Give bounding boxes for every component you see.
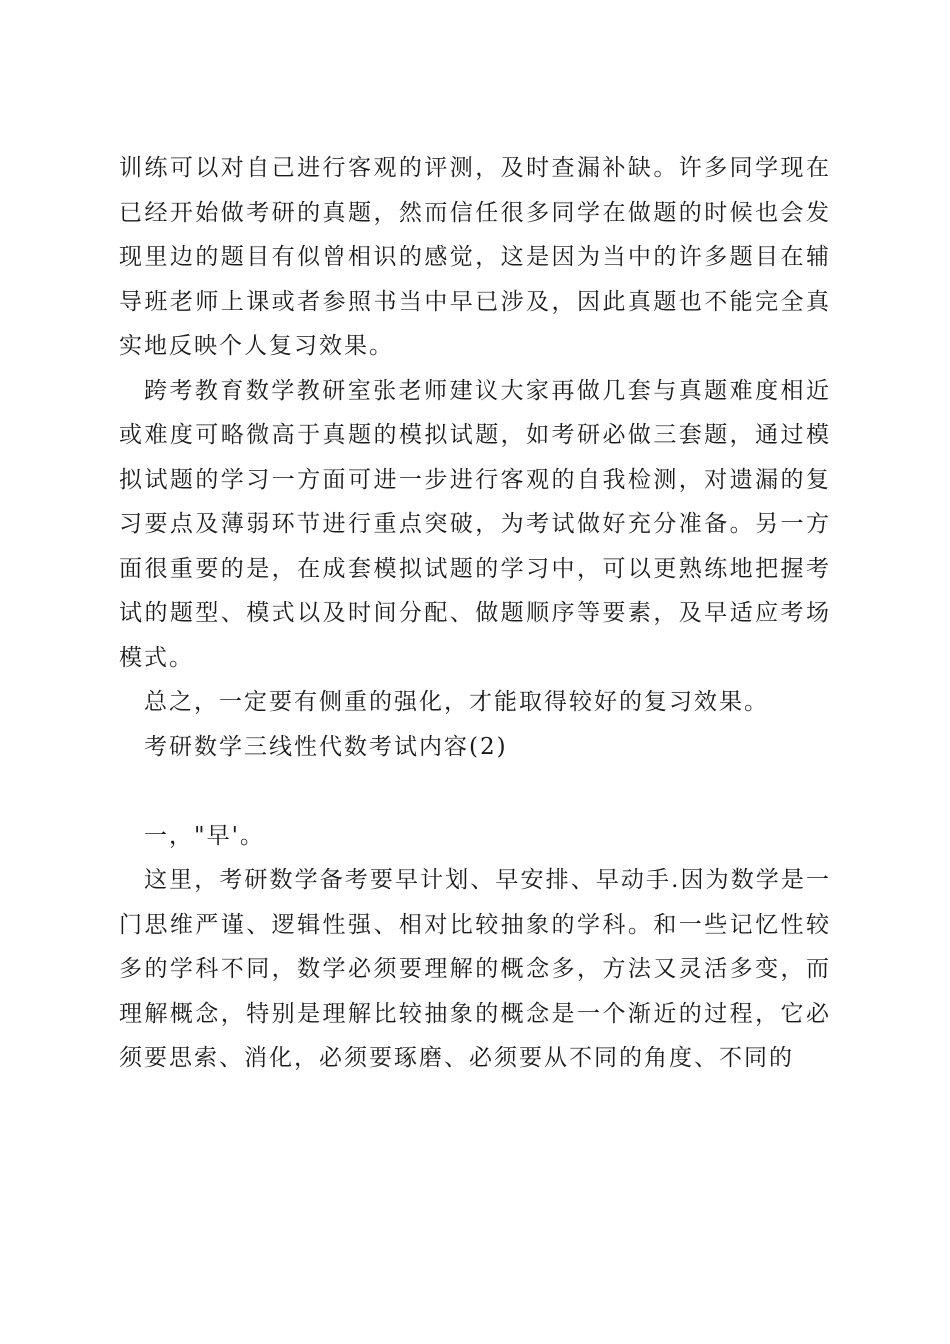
- blank-line: [119, 769, 831, 814]
- paragraph-4: 这里，考研数学备考要早计划、早安排、早动手.因为数学是一门思维严谨、逻辑性强、相对比较抽象的学科。和一些记忆性较多的学科不同，数学必须要理解的概念多，方法又灵活多变，而理解概念，特别是理解比较抽象的概念是一个渐近的过程，它必须要思索、消化，必须要琢磨、必须要从不同的角度、不同的: [119, 867, 831, 1071]
- subheading-early: 一，"早'。: [144, 822, 265, 849]
- paragraph-1: 训练可以对自己进行客观的评测，及时查漏补缺。许多同学现在已经开始做考研的真题，然而信任很多同学在做题的时候也会发现里边的题目有似曾相识的感觉，这是因为当中的许多题目在辅导班老师上课或者参照书当中早已涉及，因此真题也不能完全真实地反映个人复习效果。: [119, 155, 831, 359]
- paragraph-2: 跨考教育数学教研室张老师建议大家再做几套与真题难度相近或难度可略微高于真题的模拟试题，如考研必做三套题，通过模拟试题的学习一方面可进一步进行客观的自我检测，对遗漏的复习要点及薄弱环节进行重点突破，为考试做好充分准备。另一方面很重要的是，在成套模拟试题的学习中，可以更熟练地把握考试的题型、模式以及时间分配、做题顺序等要素，及早适应考场模式。: [119, 377, 831, 671]
- document-body: [119, 146, 831, 1081]
- paragraph-3: 总之，一定要有侧重的强化，才能取得较好的复习效果。: [144, 689, 769, 715]
- section-heading: 考研数学三线性代数考试内容(2): [144, 733, 508, 760]
